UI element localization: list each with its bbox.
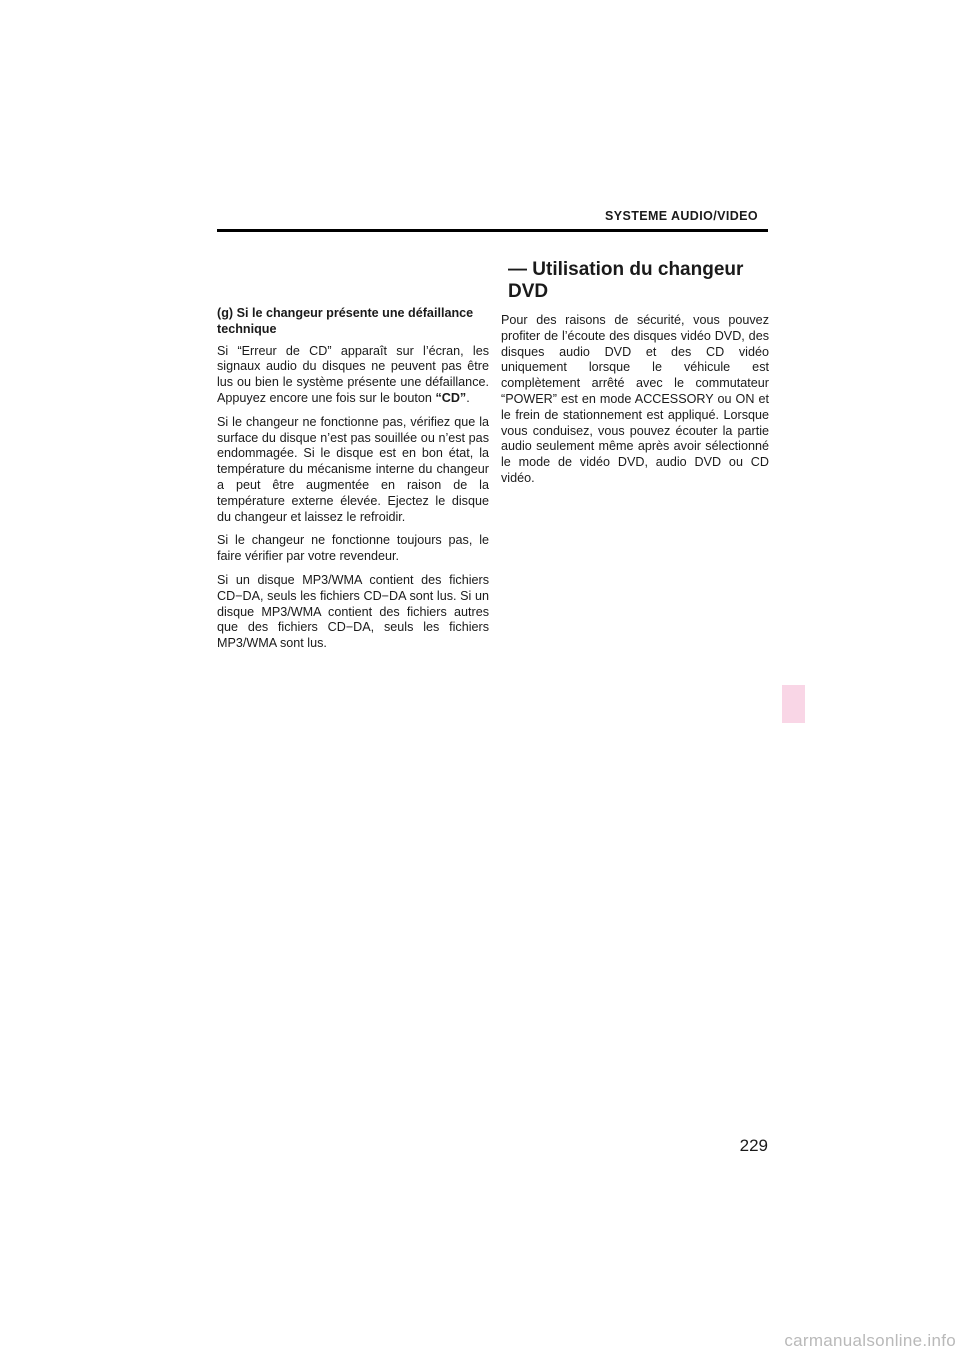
paragraph-cd-error-text: Si “Erreur de CD” apparaît sur l’écran, les signaux audio du disques ne peuvent pas être lus ou bien le système présente une défaillance. Appuyez encore une fois sur le bouton xyxy=(217,343,489,405)
running-header: SYSTEME AUDIO/VIDEO xyxy=(605,209,758,223)
paragraph-dvd-safety: Pour des raisons de sécurité, vous pouvez profiter de l’écoute des disques vidéo DVD, des disques audio DVD et des CD vidéo uniquement lorsque le véhicule est complètement arrêté avec le commutateur “POWER” est en mode ACCESSORY ou ON et le frein de stationnement est appliqué. Lorsque vous conduisez, vous pouvez écouter la partie audio seulement même après avoir sélectionné le mode de vidéo DVD, audio DVD ou CD vidéo. xyxy=(501,313,769,485)
page-number: 229 xyxy=(739,1136,768,1155)
section-side-tab xyxy=(782,685,805,723)
paragraph-dealer: Si le changeur ne fonctionne toujours pas, le faire vérifier par votre revendeur. xyxy=(217,533,489,564)
paragraph-cd-error xyxy=(217,344,489,407)
header-rule xyxy=(217,229,768,232)
section-title: — Utilisation du changeur DVD xyxy=(508,259,744,302)
paragraph-mp3-wma: Si un disque MP3/WMA contient des fichiers CD−DA, seuls les fichiers CD−DA sont lus. Si un disque MP3/WMA contient des fichiers autres que des fichiers CD−DA, seuls les fichiers MP3/WMA sont lus. xyxy=(217,572,489,651)
paragraph-changer-check: Si le changeur ne fonctionne pas, vérifiez que la surface du disque n’est pas souillée ou n’est pas endommagée. Si le disque est en bon état, la température du mécanisme interne du changeur a peut être augmentée en raison de la température externe élevée. Ejectez le disque du changeur et laissez le refroidir. xyxy=(217,414,489,524)
paragraph-cd-error-end: . xyxy=(466,390,470,405)
right-column xyxy=(501,313,769,495)
left-column xyxy=(217,306,489,660)
cd-button-reference: “CD” xyxy=(435,390,467,405)
subheading: (g) Si le changeur présente une défaillance technique xyxy=(217,306,474,336)
watermark: carmanualsonline.info xyxy=(784,1331,956,1350)
